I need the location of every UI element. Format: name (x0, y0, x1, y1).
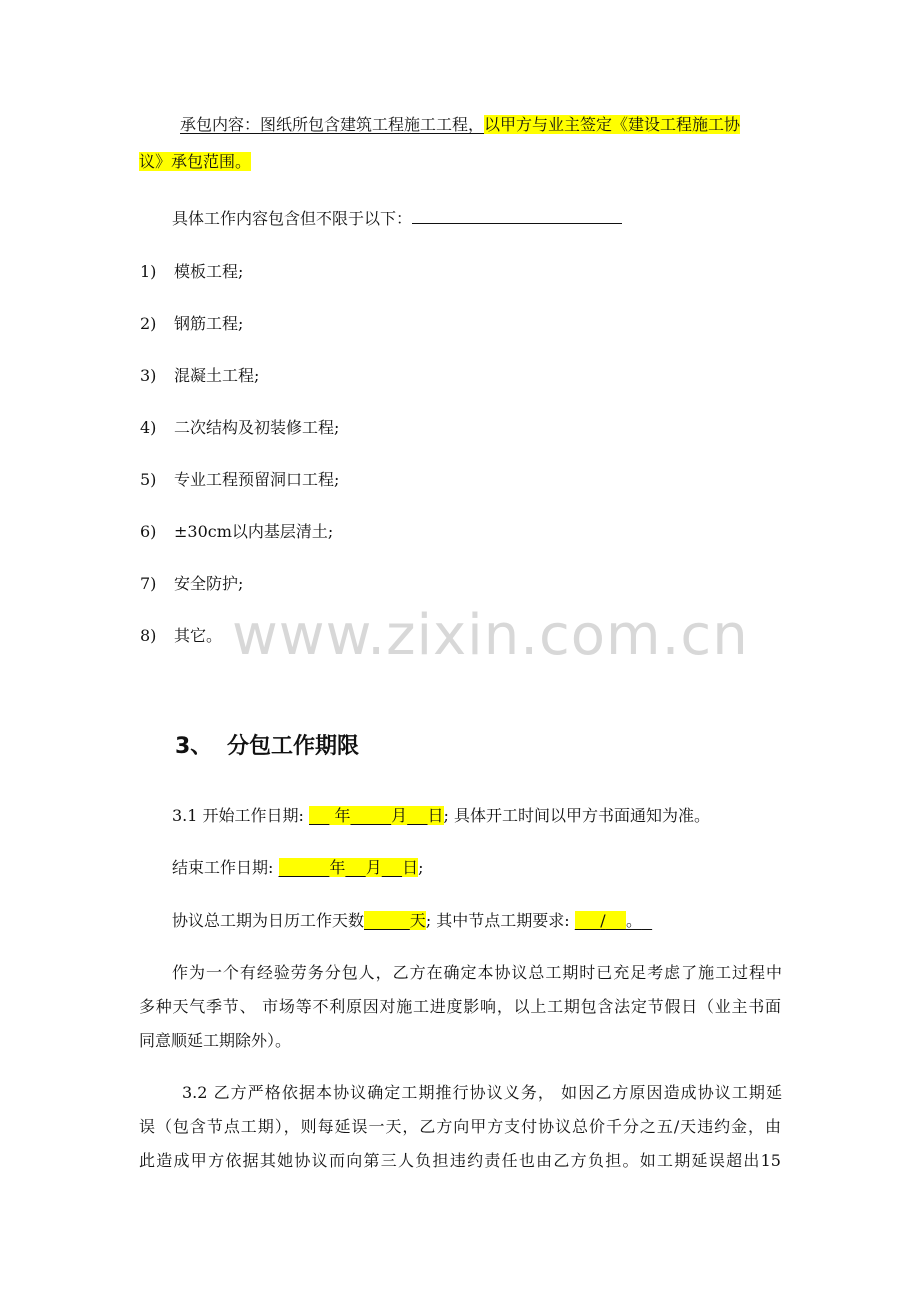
list-item (140, 626, 222, 646)
duration-field (364, 911, 426, 930)
item-text: ±30cm以内基层清土; (174, 522, 334, 541)
item-number: 3) (140, 366, 157, 385)
list-item (140, 522, 333, 542)
list-item (140, 314, 243, 334)
scope-text-b: 以甲方与业主签定《建设工程施工协 (484, 115, 741, 134)
scope-line-2 (139, 152, 251, 172)
item-number: 1) (140, 262, 157, 281)
list-item (140, 262, 243, 282)
duration-unit: 天 (409, 911, 426, 930)
end-date-line (172, 858, 423, 878)
start-date-field (309, 806, 444, 825)
item-text: 钢筋工程; (174, 314, 244, 333)
duration-label: 协议总工期为日历工作天数 (172, 911, 365, 930)
start-date-line (172, 806, 710, 826)
day-label: 日 (427, 806, 444, 825)
watermark: www.zixin.com.cn (232, 603, 749, 668)
month-label: 月 (365, 858, 382, 877)
item-number: 5) (140, 470, 157, 489)
item-number: 7) (140, 574, 157, 593)
end-date-suffix: ; (418, 858, 424, 877)
para-a-line-2: 多种天气季节、 市场等不利原因对施工进度影响，以上工期包含法定节假日（业主书面 (139, 997, 781, 1016)
section-number: 3、 (175, 734, 213, 759)
item-text: 混凝土工程; (174, 366, 260, 385)
list-item (140, 574, 243, 594)
para-a-line-1: 作为一个有经验劳务分包人，乙方在确定本协议总工期时已充足考虑了施工过程中 (172, 963, 782, 982)
scope-content-intro (172, 209, 622, 229)
node-label: ; 其中节点工期要求: (425, 911, 570, 930)
list-item (140, 418, 339, 438)
scope-text-a: 承包内容：图纸所包含建筑工程施工工程， (180, 115, 485, 134)
item-text: 模板工程; (174, 262, 244, 281)
item-number: 2) (140, 314, 157, 333)
para-b-line-1: 3.2 乙方严格依据本协议确定工期推行协议义务， 如因乙方原因造成协议工期延 (182, 1083, 782, 1102)
duration-line (172, 911, 652, 931)
start-date-note: ; 具体开工时间以甲方书面通知为准。 (443, 806, 711, 825)
item-number: 6) (140, 522, 157, 541)
para-b-line-2: 误（包含节点工期），则每延误一天，乙方向甲方支付协议总价千分之五/天违约金，由 (139, 1117, 781, 1136)
start-date-label: 3.1 开始工作日期: (172, 806, 304, 825)
item-text: 二次结构及初装修工程; (174, 418, 340, 437)
year-label: 年 (329, 858, 346, 877)
end-date-label: 结束工作日期: (172, 858, 274, 877)
scope-line-1 (180, 115, 740, 135)
list-item (140, 366, 259, 386)
node-value: / (600, 911, 606, 930)
scope-text-c: 议》承包范围。 (139, 152, 252, 171)
scope-content-label: 具体工作内容包含但不限于以下： (172, 209, 413, 228)
list-item (140, 470, 339, 490)
section-heading (175, 733, 359, 761)
para-a-line-3: 同意顺延工期除外）。 (139, 1031, 292, 1050)
node-field (575, 911, 626, 930)
item-text: 其它。 (174, 626, 223, 645)
end-date-field (279, 858, 419, 877)
item-text: 安全防护; (174, 574, 244, 593)
blank-underline (412, 223, 622, 224)
item-number: 4) (140, 418, 157, 437)
item-number: 8) (140, 626, 157, 645)
item-text: 专业工程预留洞口工程; (174, 470, 340, 489)
day-label: 日 (402, 858, 419, 877)
node-end: 。 (625, 911, 642, 930)
month-label: 月 (391, 806, 408, 825)
year-label: 年 (334, 806, 351, 825)
para-b-line-3: 此造成甲方依据其她协议而向第三人负担违约责任也由乙方负担。如工期延误超出15 (139, 1151, 781, 1170)
section-title: 分包工作期限 (227, 734, 360, 759)
